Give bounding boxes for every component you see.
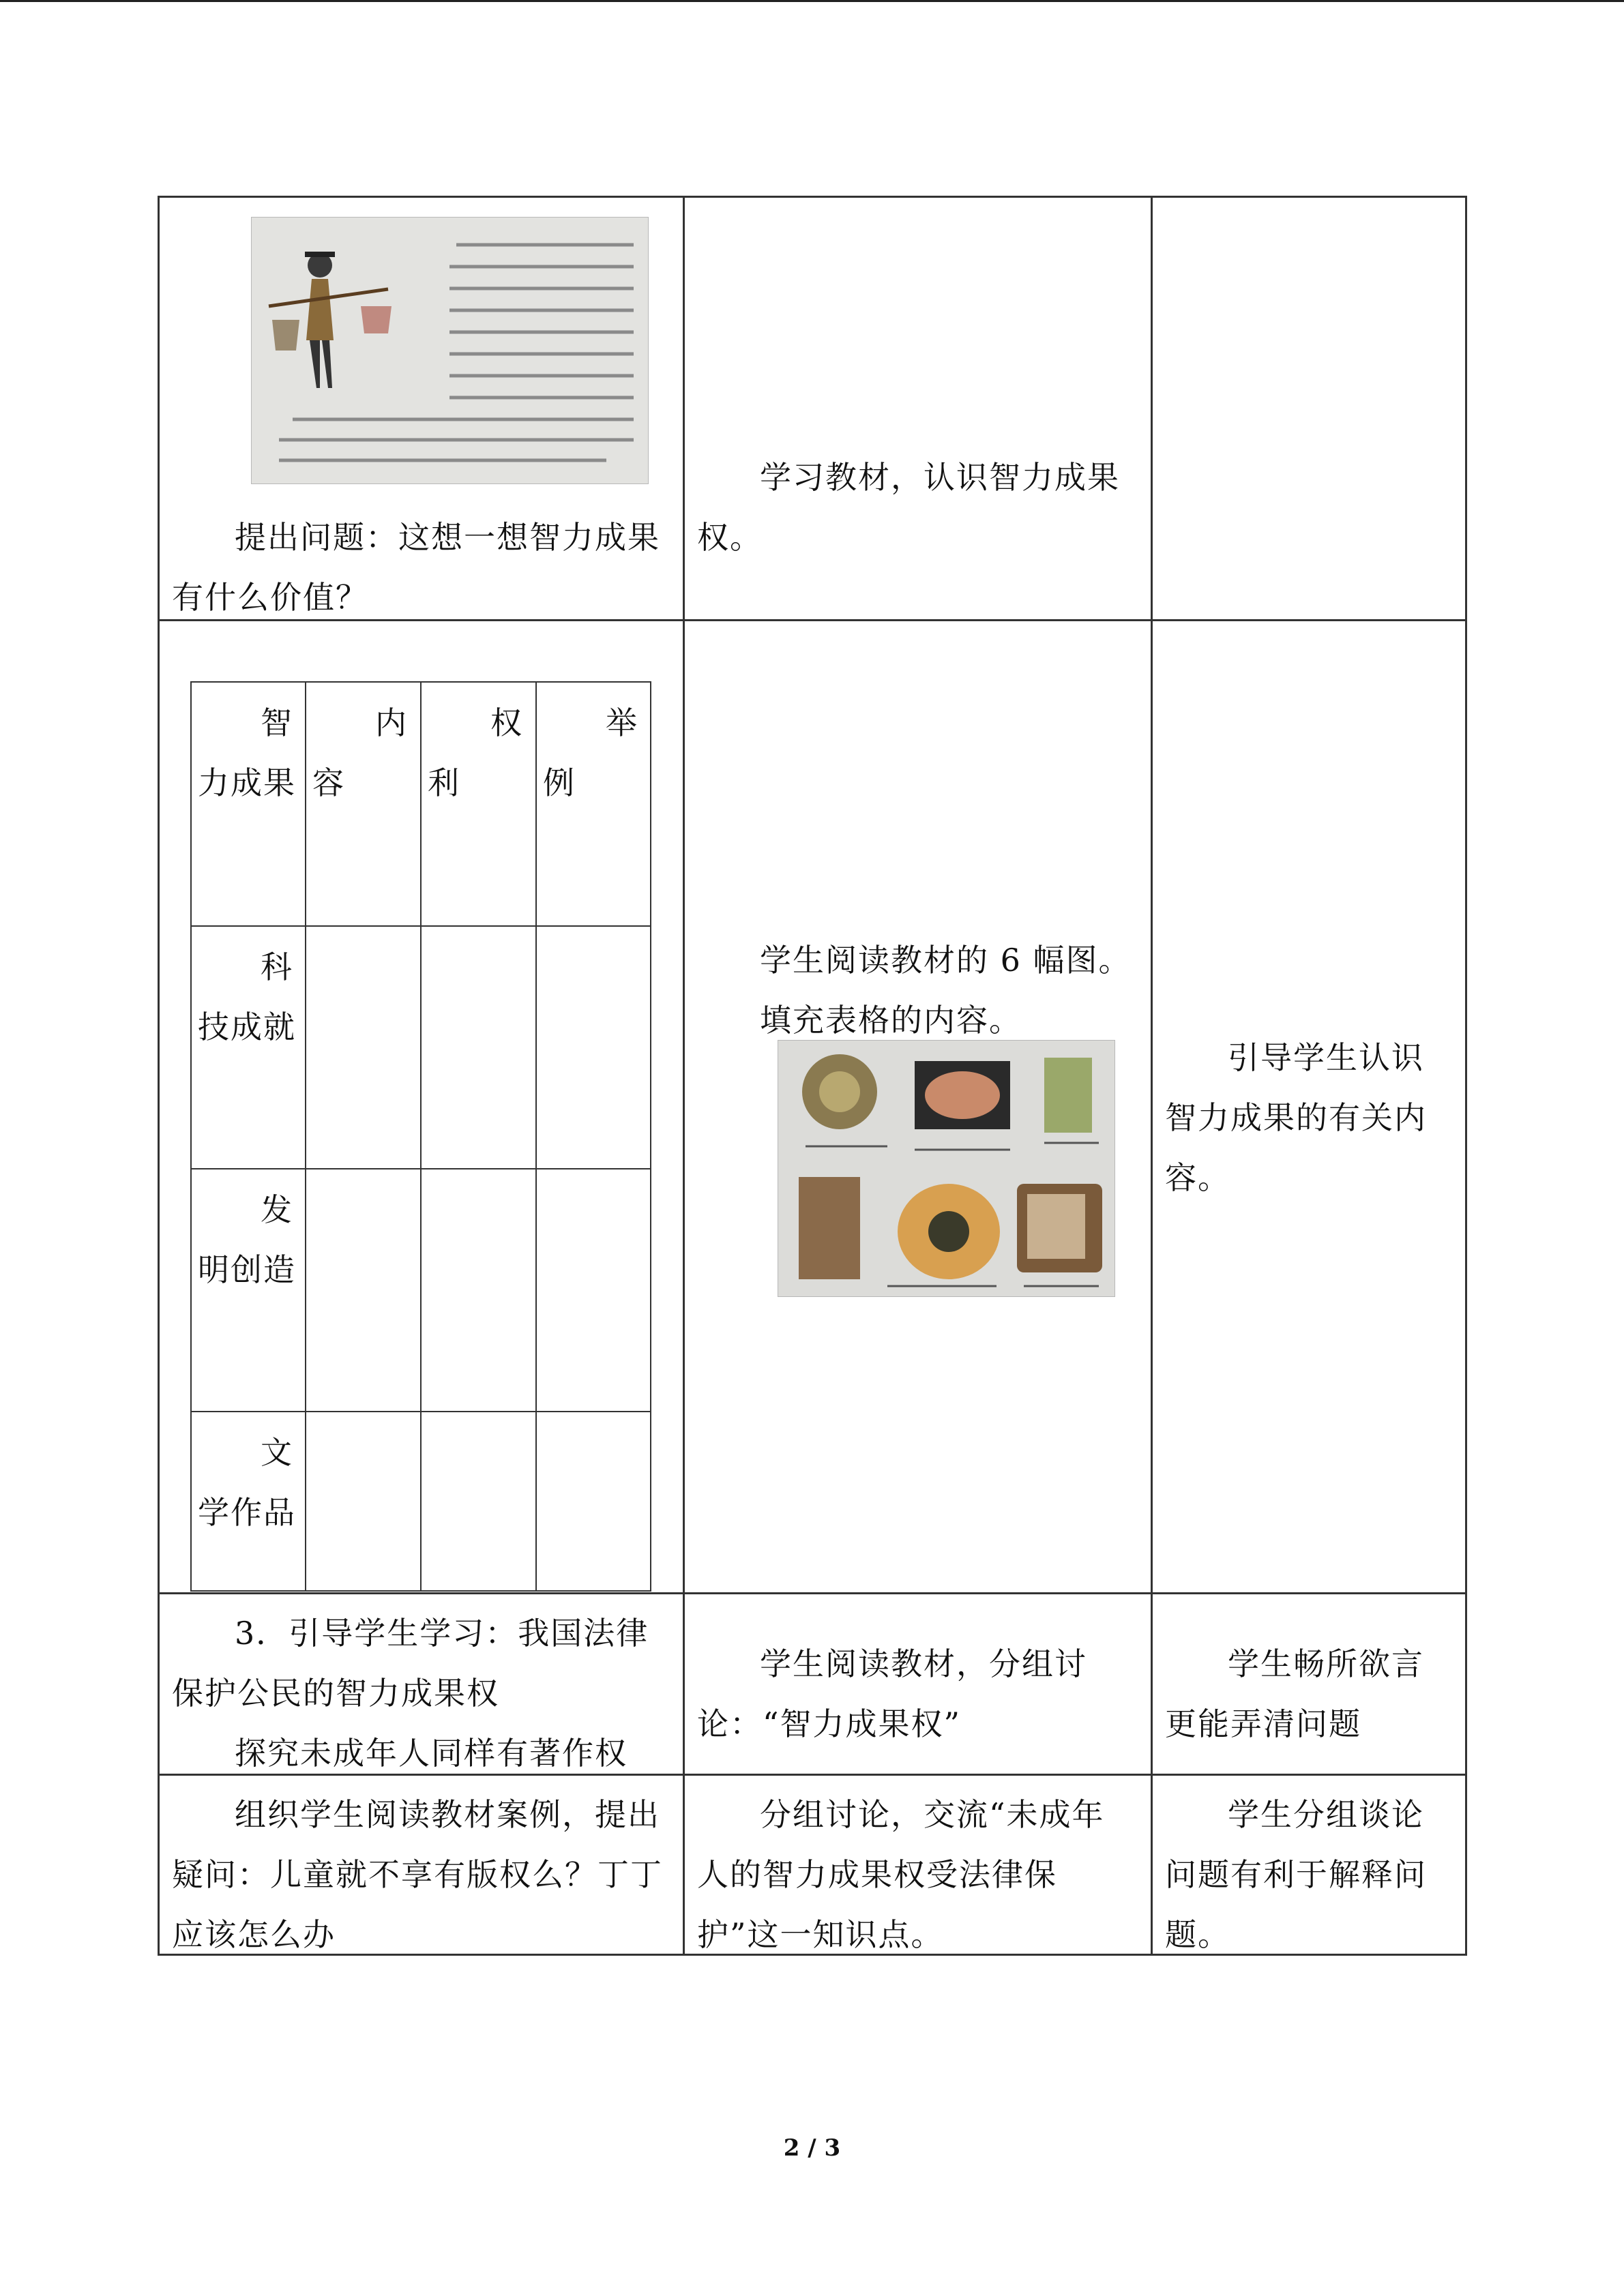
- r2-intent-text: 引导学生认识智力成果的有关内容。: [1165, 1039, 1427, 1196]
- r2-student-text: 学生阅读教材的 6 幅图。 填充表格的内容。: [760, 942, 1132, 1039]
- header-example: 举例: [543, 704, 638, 801]
- row-invention: 发明创造: [198, 1191, 296, 1288]
- textbook-excerpt-image: [251, 217, 649, 484]
- row-literature: 文学作品: [198, 1434, 296, 1531]
- r3-teacher-text: 3．引导学生学习：我国法律保护公民的智力成果权 探究未成年人同样有著作权: [172, 1615, 649, 1772]
- r4-student-text: 分组讨论，交流“未成年人的智力成果权受法律保护”这一知识点。: [697, 1796, 1105, 1953]
- r3-student-text: 学生阅读教材，分组讨论：“智力成果权”: [697, 1645, 1087, 1742]
- header-achievement: 智力成果: [198, 704, 296, 801]
- header-content: 内容: [312, 704, 408, 801]
- r4-teacher-text: 组织学生阅读教材案例，提出疑问：儿童就不享有版权么？丁丁应该怎么办: [172, 1796, 663, 1953]
- page-number: 2 / 3: [783, 2134, 841, 2162]
- page-top-border: [0, 0, 1624, 2]
- r3-intent-text: 学生畅所欲言更能弄清问题: [1165, 1645, 1424, 1742]
- textbook-six-pictures-image: [778, 1040, 1115, 1297]
- row-science: 科技成就: [198, 949, 296, 1045]
- header-rights: 权利: [428, 704, 523, 801]
- r4-intent-text: 学生分组谈论问题有利于解释问题。: [1165, 1796, 1427, 1953]
- r1-teacher-text: 提出问题：这想一想智力成果有什么价值？: [172, 519, 660, 616]
- r1-student-text: 学习教材，认识智力成果权。: [697, 459, 1120, 556]
